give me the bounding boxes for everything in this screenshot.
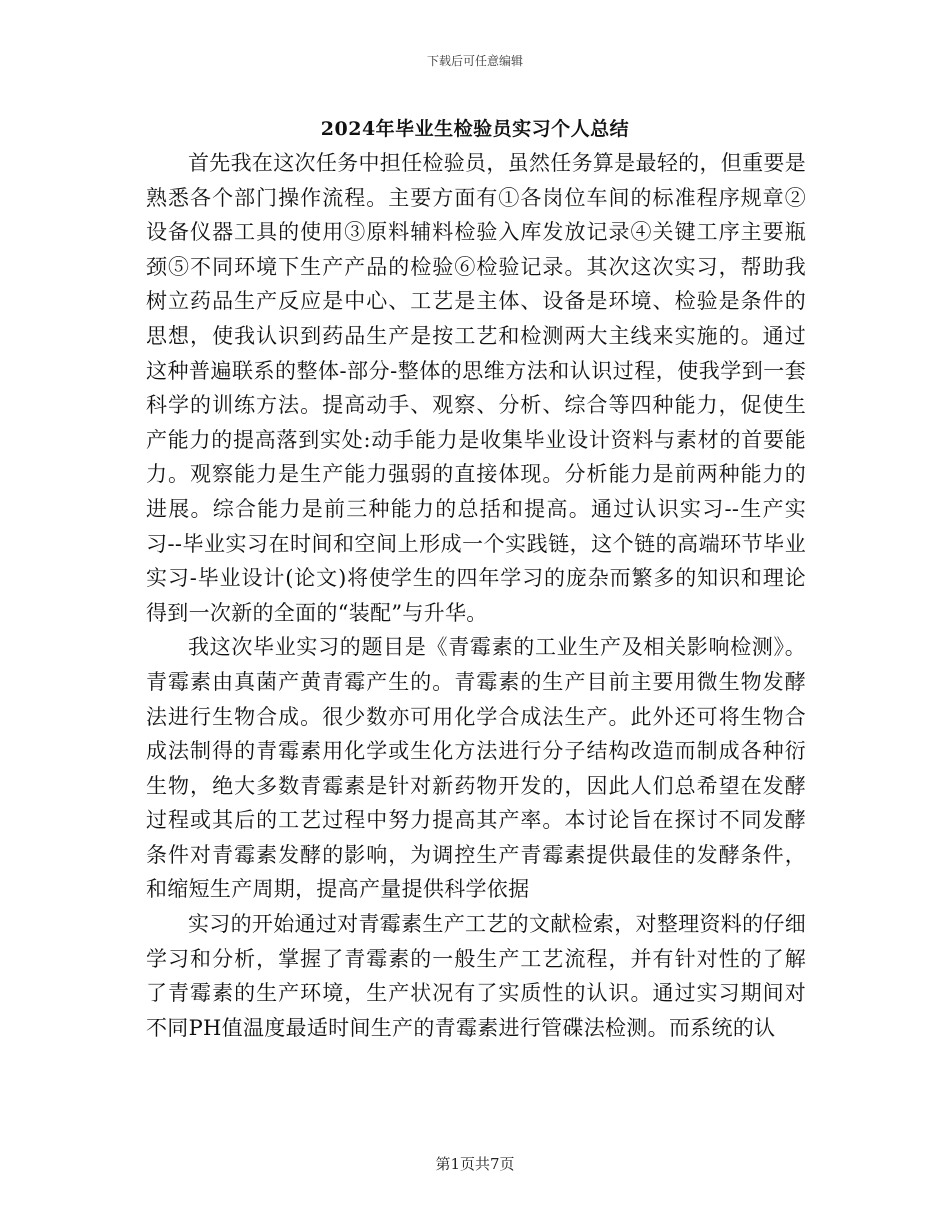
paragraph-3: 实习的开始通过对青霉素生产工艺的文献检索，对整理资料的仔细学习和分析，掌握了青霉素的一般生产工艺流程，并有针对性的了解了青霉素的生产环境，生产状况有了实质性的认识。通过实习期间对不同PH值温度最适时间生产的青霉素进行管碟法检测。而系统的认 xyxy=(146,912,806,1040)
document-body xyxy=(146,146,806,1045)
paragraph-2: 我这次毕业实习的题目是《青霉素的工业生产及相关影响检测》。青霉素由真菌产黄青霉产生的。青霉素的生产目前主要用微生物发酵法进行生物合成。很少数亦可用化学合成法生产。此外还可将生物合成法制得的青霉素用化学或生化方法进行分子结构改造而制成各种衍生物，绝大多数青霉素是针对新药物开发的，因此人们总希望在发酵过程或其后的工艺过程中努力提高其产率。本讨论旨在探讨不同发酵条件对青霉素发酵的影响，为调控生产青霉素提供最佳的发酵条件，和缩短生产周期，提高产量提供科学依据 xyxy=(146,635,806,902)
paragraph-1: 首先我在这次任务中担任检验员，虽然任务算是最轻的，但重要是熟悉各个部门操作流程。主要方面有①各岗位车间的标准程序规章②设备仪器工具的使用③原料辅料检验入库发放记录④关键工序主要瓶颈⑤不同环境下生产产品的检验⑥检验记录。其次这次实习，帮助我树立药品生产反应是中心、工艺是主体、设备是环境、检验是条件的思想，使我认识到药品生产是按工艺和检测两大主线来实施的。通过这种普遍联系的整体-部分-整体的思维方法和认识过程，使我学到一套科学的训练方法。提高动手、观察、分析、综合等四种能力，促使生产能力的提高落到实处:动手能力是收集毕业设计资料与素材的首要能力。观察能力是生产能力强弱的直接体现。分析能力是前两种能力的进展。综合能力是前三种能力的总括和提高。通过认识实习--生产实习--毕业实习在时间和空间上形成一个实践链，这个链的高端环节毕业实习-毕业设计(论文)将使学生的四年学习的庞杂而繁多的知识和理论得到一次新的全面的“装配”与升华。 xyxy=(146,151,806,625)
page-number: 第1页共7页 xyxy=(435,1155,515,1173)
page-header-note: 下载后可任意编辑 xyxy=(426,54,523,68)
document-title: 2024年毕业生检验员实习个人总结 xyxy=(320,118,630,140)
